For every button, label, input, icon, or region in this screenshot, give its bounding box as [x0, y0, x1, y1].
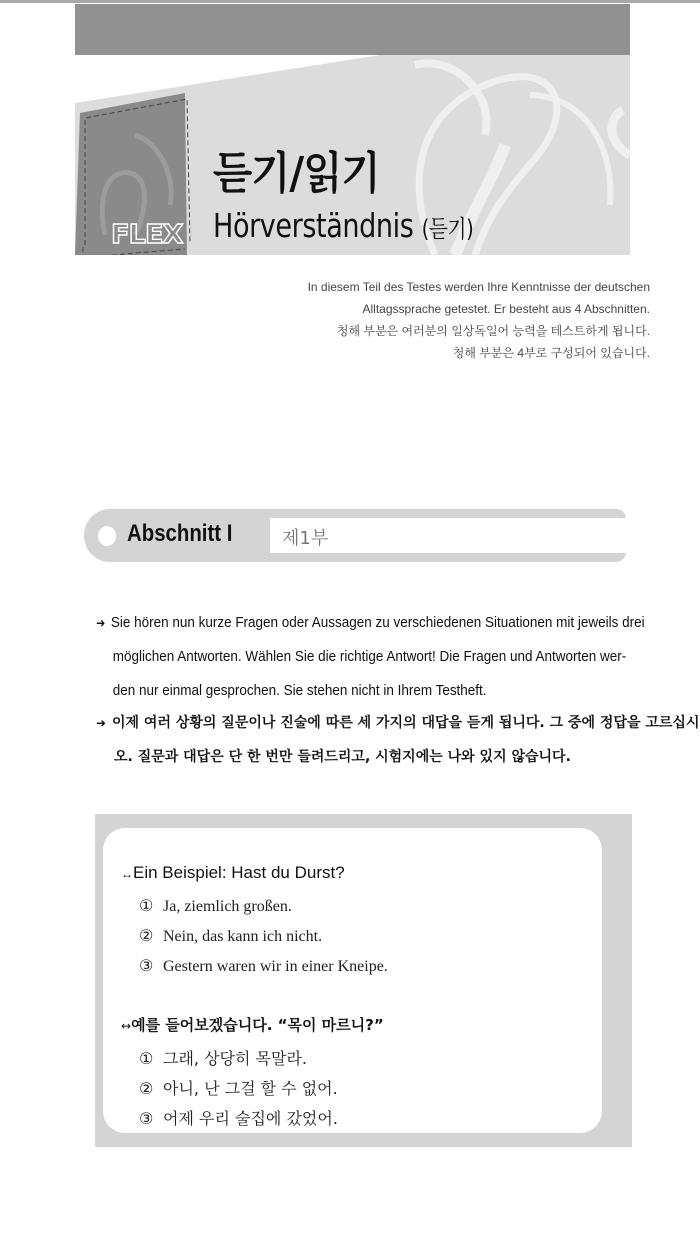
- example-card: [103, 828, 602, 1133]
- option-number: ③: [139, 1109, 154, 1128]
- example-question: Ein Beispiel: Hast du Durst?: [133, 863, 345, 882]
- example-option: [139, 956, 388, 976]
- circle-bullet-icon: [98, 526, 116, 546]
- page-title-korean: 듣기/읽기: [213, 148, 380, 199]
- intro-text: [230, 276, 650, 364]
- page-title-german: [213, 206, 473, 245]
- bullet-icon: ↔: [121, 867, 133, 881]
- instruction-line: 이제 여러 상황의 질문이나 진술에 따른 세 가지의 대답을 듣게 됩니다. 그 중에 정답을 고르십시: [112, 715, 700, 731]
- option-text: Gestern waren wir in einer Kneipe.: [163, 958, 388, 975]
- intro-line: 청해 부분은 여러분의 일상독일어 능력을 테스트하게 됩니다.: [336, 324, 650, 338]
- flex-logo: FLEX: [111, 220, 183, 250]
- instruction-line: 오. 질문과 대답은 단 한 번만 들려드리고, 시험지에는 나와 있지 않습니다.: [114, 749, 571, 765]
- title-german-suffix: (듣기): [421, 215, 474, 243]
- section-subtitle: 제1부: [282, 528, 329, 549]
- instruction-line: Sie hören nun kurze Fragen oder Aussagen zu verschiedenen Situationen mit jeweils drei: [110, 615, 645, 631]
- title-german-text: Hörverständnis: [213, 206, 414, 245]
- example-option: [139, 1106, 338, 1129]
- instructions-korean: [96, 706, 700, 774]
- option-number: ②: [139, 1079, 154, 1098]
- instruction-line: den nur einmal gesprochen. Sie stehen nicht in Ihrem Testheft.: [112, 683, 487, 699]
- arrow-icon: ➜: [96, 716, 107, 730]
- top-rule: [0, 0, 700, 3]
- option-text: Ja, ziemlich großen.: [163, 898, 292, 915]
- example-option: [139, 896, 292, 916]
- section-title: Abschnitt I: [127, 520, 233, 547]
- bullet-icon: ↔: [121, 1019, 132, 1033]
- option-text: 어제 우리 술집에 갔었어.: [163, 1109, 338, 1128]
- option-text: 그래, 상당히 목말라.: [163, 1049, 307, 1068]
- section-header: [84, 509, 626, 562]
- option-text: Nein, das kann ich nicht.: [163, 928, 323, 945]
- example-option: [139, 1046, 307, 1069]
- intro-line: Alltagssprache getestet. Er besteht aus 4 Abschnitten.: [362, 302, 650, 316]
- example-heading-korean: [121, 1014, 384, 1035]
- example-question: 예를 들어보겠습니다. “목이 마르니?”: [131, 1016, 384, 1034]
- instruction-line: möglichen Antworten. Wählen Sie die richtige Antwort! Die Fragen und Antworten wer-: [112, 649, 627, 665]
- option-number: ②: [139, 928, 154, 945]
- intro-line: 청해 부분은 4부로 구성되어 있습니다.: [452, 346, 650, 360]
- arrow-icon: ➜: [96, 616, 106, 630]
- option-number: ①: [139, 898, 154, 915]
- instructions-german: [96, 606, 645, 708]
- example-option: [139, 926, 322, 946]
- example-box: [95, 814, 632, 1147]
- option-number: ①: [139, 1049, 154, 1068]
- option-text: 아니, 난 그걸 할 수 없어.: [163, 1079, 338, 1098]
- section-subtitle-box: [270, 518, 626, 553]
- header-band: [75, 4, 630, 55]
- option-number: ③: [139, 958, 154, 975]
- intro-line: In diesem Teil des Testes werden Ihre Kenntnisse der deutschen: [307, 280, 650, 294]
- example-heading-german: [121, 863, 345, 883]
- example-option: [139, 1076, 338, 1099]
